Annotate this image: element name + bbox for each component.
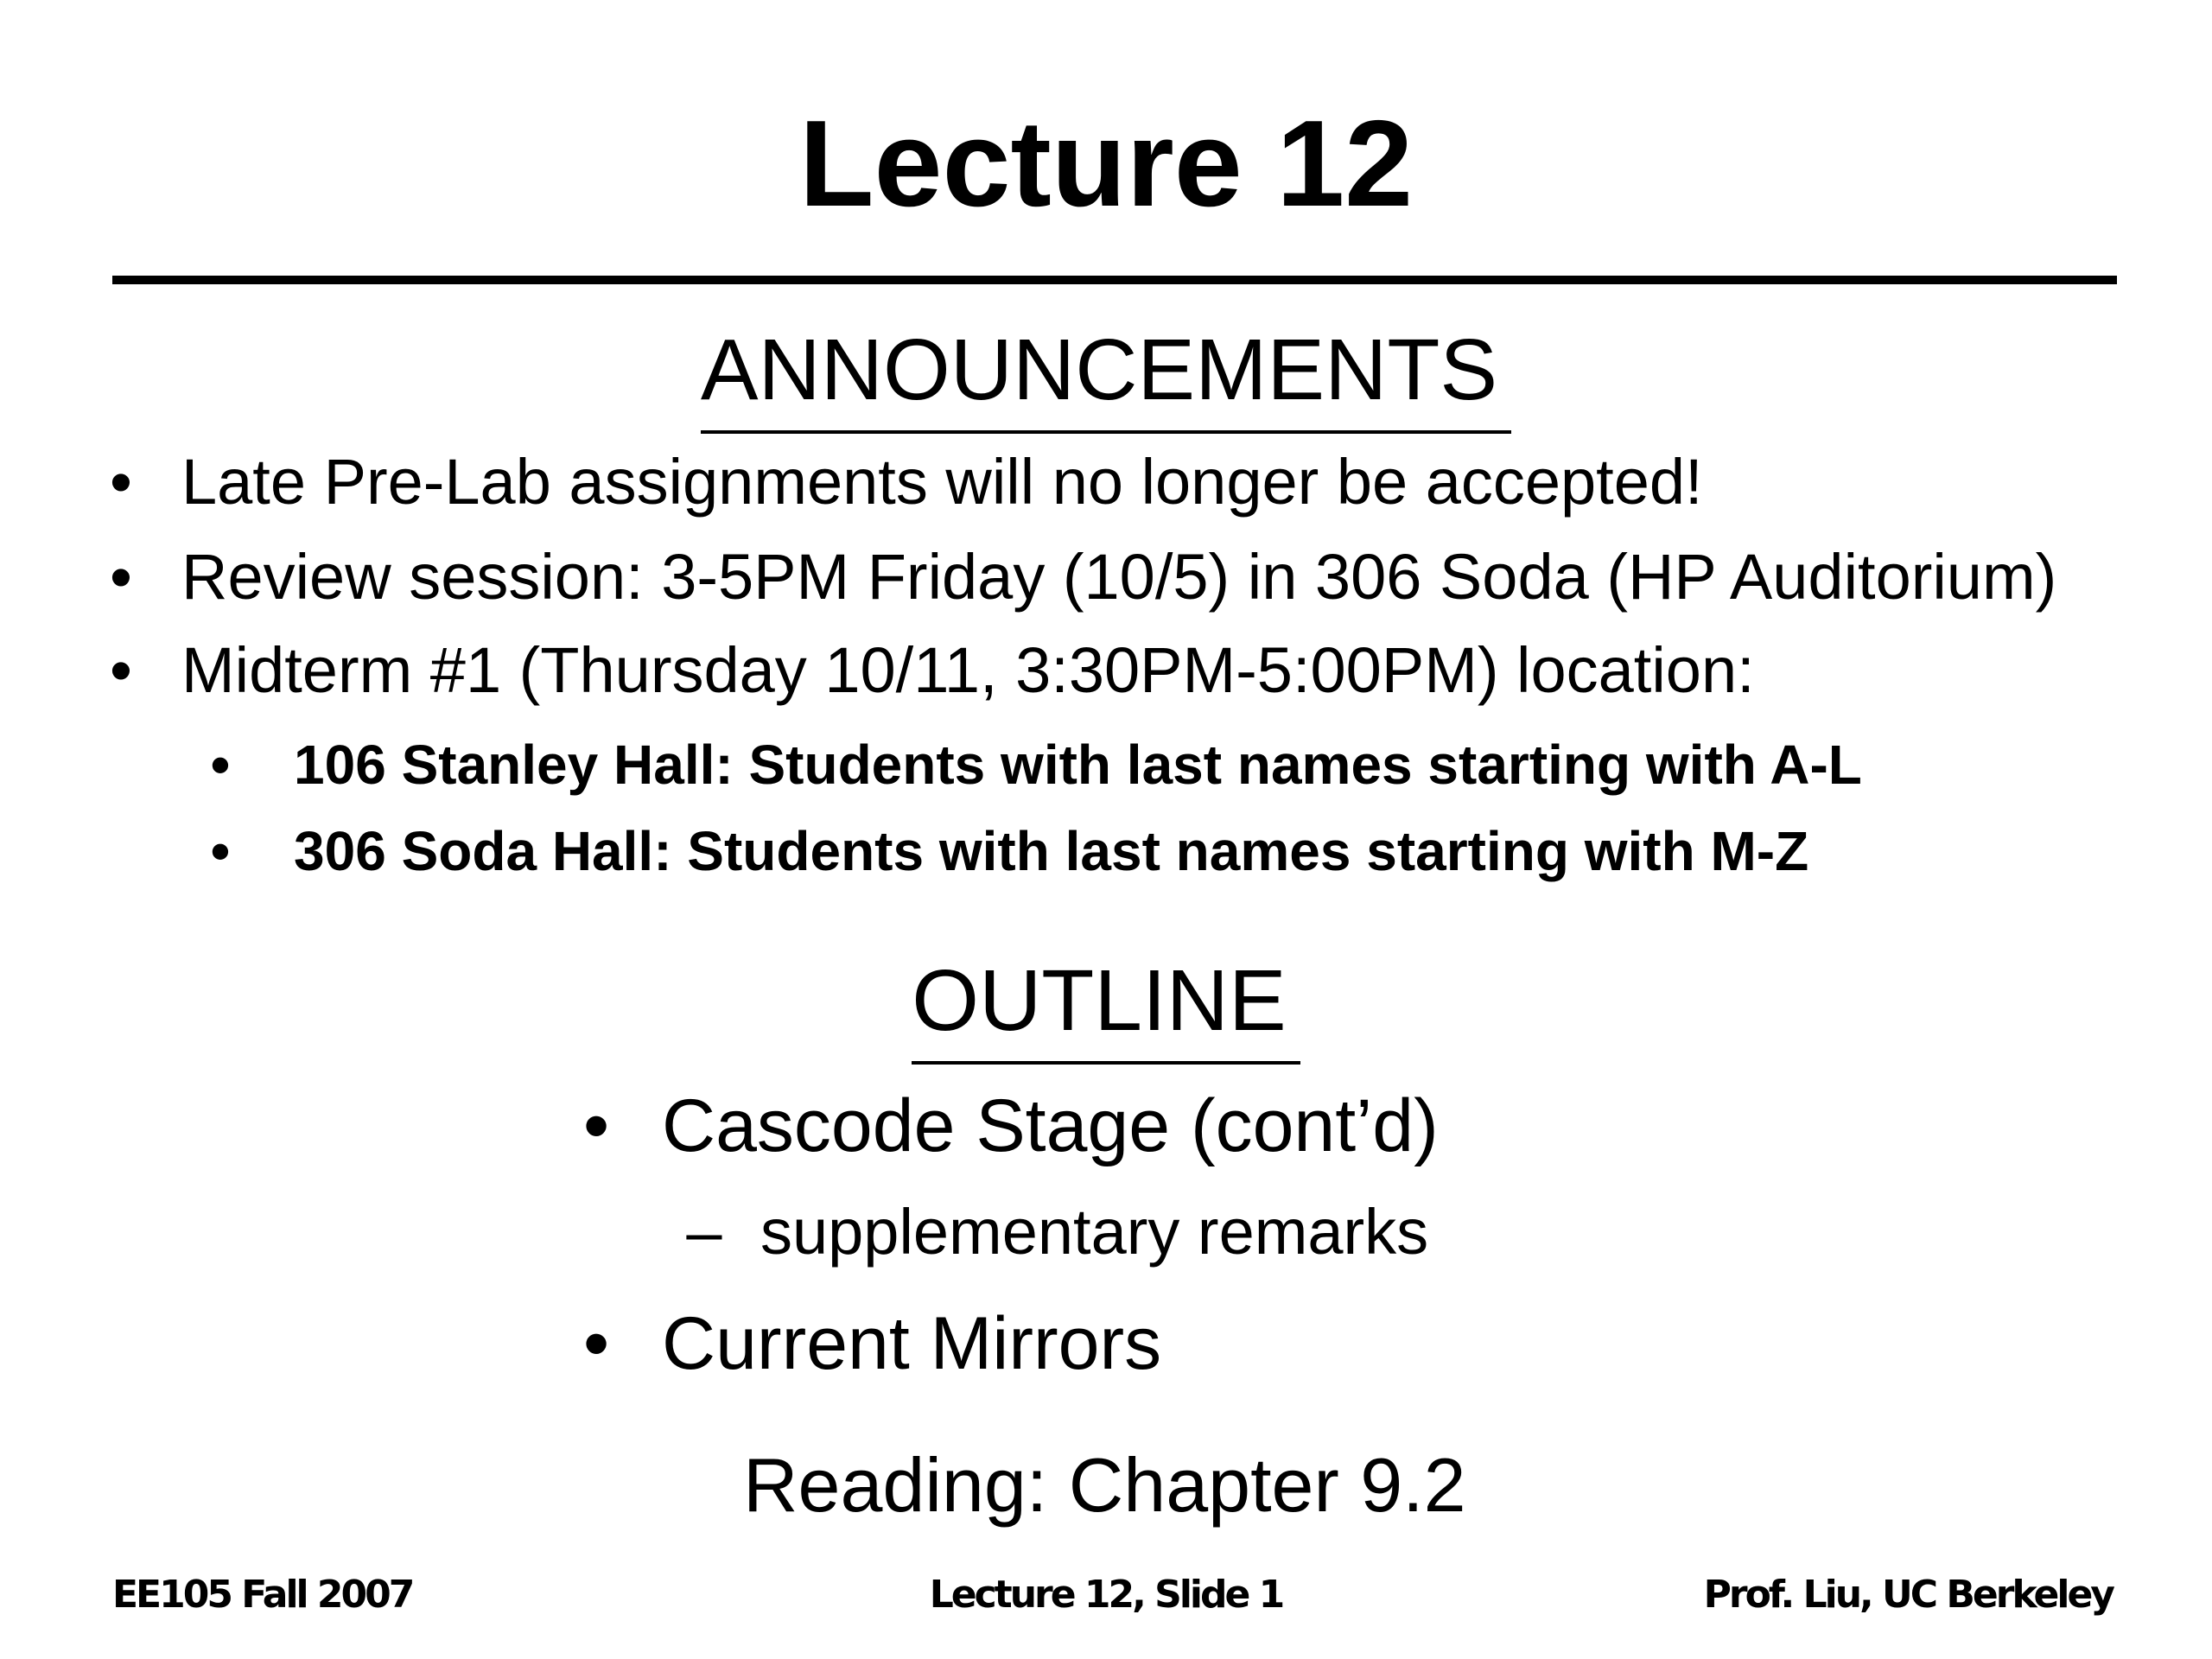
footer-slide-number: Lecture 12, Slide 1 bbox=[929, 1573, 1283, 1617]
announcement-text: Late Pre-Lab assignments will no longer be accepted! bbox=[181, 446, 1703, 518]
outline-heading-text: OUTLINE bbox=[912, 949, 1300, 1065]
midterm-location-text: 306 Soda Hall: Students with last names starting with M-Z bbox=[294, 820, 1809, 882]
dash-icon: – bbox=[686, 1196, 722, 1268]
outline-text: Current Mirrors bbox=[662, 1302, 1162, 1385]
announcements-heading bbox=[0, 318, 2212, 434]
bullet-icon: • bbox=[110, 541, 132, 613]
outline-subitem-text: supplementary remarks bbox=[760, 1196, 1429, 1268]
bullet-icon: • bbox=[210, 734, 231, 796]
bullet-icon: • bbox=[582, 1084, 610, 1167]
bullet-icon: • bbox=[110, 446, 132, 518]
footer-course: EE105 Fall 2007 bbox=[112, 1573, 413, 1617]
bullet-icon: • bbox=[110, 634, 132, 706]
outline-heading bbox=[0, 949, 2212, 1065]
announcement-text: Midterm #1 (Thursday 10/11, 3:30PM-5:00PM) location: bbox=[181, 634, 1755, 706]
announcement-text: Review session: 3-5PM Friday (10/5) in 306 Soda (HP Auditorium) bbox=[181, 541, 2057, 613]
title-divider bbox=[112, 276, 2117, 284]
bullet-icon: • bbox=[210, 820, 231, 882]
announcements-heading-text: ANNOUNCEMENTS bbox=[701, 318, 1511, 434]
slide-title: Lecture 12 bbox=[798, 95, 1414, 232]
outline-text: Cascode Stage (cont’d) bbox=[662, 1084, 1439, 1167]
bullet-icon: • bbox=[582, 1302, 610, 1385]
midterm-location-text: 106 Stanley Hall: Students with last names starting with A-L bbox=[294, 734, 1862, 796]
reading-assignment: Reading: Chapter 9.2 bbox=[743, 1442, 1466, 1528]
footer-author: Prof. Liu, UC Berkeley bbox=[1703, 1573, 2113, 1617]
